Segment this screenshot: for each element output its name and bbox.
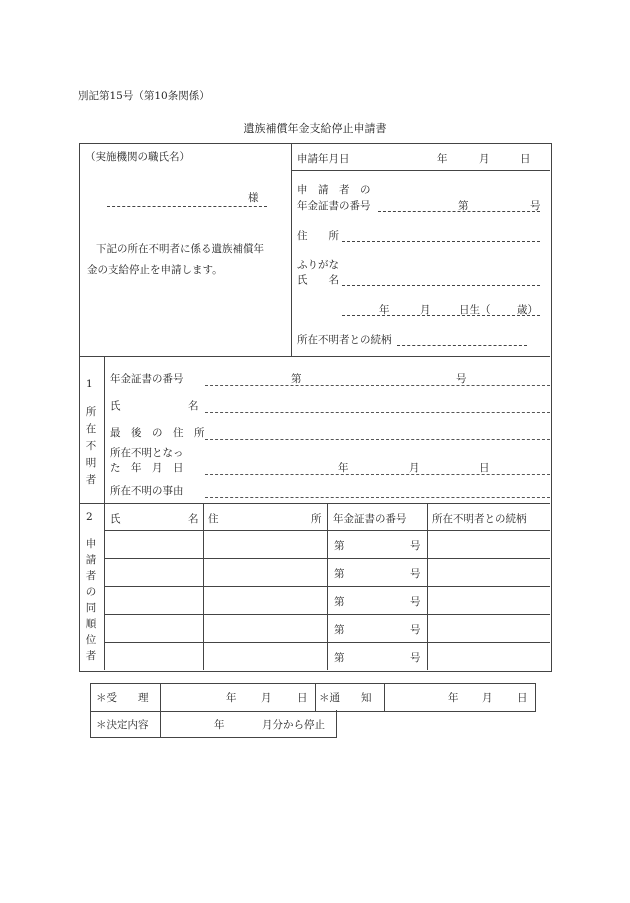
section2-char: 申 [85, 538, 97, 550]
row-cert-go: 号 [410, 540, 421, 552]
application-day: 日 [520, 153, 531, 165]
missing-reason-line [205, 497, 550, 498]
row-cert-go: 号 [410, 624, 421, 636]
section2-row-border [104, 642, 550, 643]
col-header-relation: 所在不明者との続柄 [432, 513, 527, 525]
furigana-label: ふりがな [297, 259, 339, 271]
application-year: 年 [437, 153, 448, 165]
section1-char: 不 [85, 440, 97, 452]
applicant-label-line1: 申 請 者 の [297, 184, 371, 196]
notice-year: 年 [448, 692, 459, 704]
request-text-line1: 下記の所在不明者に係る遺族補償年 [96, 243, 264, 255]
applicant-address-line [342, 241, 540, 242]
receipt-notice-box [90, 683, 536, 712]
relation-label: 所在不明者との続柄 [297, 334, 392, 346]
section2-row-border [104, 614, 550, 615]
missing-cert-go: 号 [456, 373, 467, 385]
section2-row-border [104, 586, 550, 587]
official-name-line [107, 206, 267, 207]
row-cert-go: 号 [410, 652, 421, 664]
applicant-cert-go: 号 [530, 200, 541, 212]
receipt-label: ＊受 理 [96, 692, 149, 704]
section2-vertical-label [84, 536, 98, 664]
missing-date-year: 年 [338, 462, 349, 474]
row-cert-dai: 第 [334, 596, 345, 608]
birth-day: 日生（ [459, 304, 491, 316]
section2-char: 位 [85, 634, 97, 646]
decision-year: 年 [214, 719, 225, 731]
row-cert-dai: 第 [334, 568, 345, 580]
missing-name-label-right: 名 [188, 400, 199, 412]
form-number: 別記第15号（第10条関係） [78, 90, 210, 102]
missing-cert-dai: 第 [291, 373, 302, 385]
col-header-name-right: 名 [188, 513, 199, 525]
row-cert-dai: 第 [334, 624, 345, 636]
receipt-notice-divider [315, 683, 316, 711]
application-date-label: 申請年月日 [297, 153, 350, 165]
applicant-address-label: 住 所 [297, 230, 339, 242]
receipt-month: 月 [261, 692, 272, 704]
missing-name-line [205, 412, 550, 413]
row-cert-dai: 第 [334, 540, 345, 552]
notice-month: 月 [482, 692, 493, 704]
section2-char: 同 [85, 602, 97, 614]
section1-char: 者 [85, 474, 97, 486]
notice-label-divider [384, 683, 385, 711]
birth-year: 年 [379, 304, 390, 316]
row-cert-go: 号 [410, 568, 421, 580]
official-label: （実施機関の職氏名） [85, 151, 190, 163]
relation-line [397, 345, 527, 346]
row-cert-go: 号 [410, 596, 421, 608]
decision-label-divider [160, 710, 161, 738]
applicant-name-label: 氏 名 [297, 274, 339, 286]
missing-reason-label: 所在不明の事由 [110, 485, 184, 497]
section2-char: 者 [85, 570, 97, 582]
top-section-divider [291, 143, 292, 356]
section2-number: 2 [86, 511, 93, 523]
section1-top-border [79, 356, 550, 357]
main-form-table [79, 143, 552, 672]
section2-char: の [85, 586, 97, 598]
missing-date-label-line1: 所在不明となっ [110, 447, 184, 459]
applicant-cert-dai: 第 [458, 200, 469, 212]
birth-date-line [342, 315, 540, 316]
missing-name-label-left: 氏 [110, 400, 121, 412]
section2-char: 請 [85, 554, 97, 566]
sama-label: 様 [248, 192, 259, 204]
col-header-address-right: 所 [311, 513, 322, 525]
col-header-cert: 年金証書の番号 [333, 513, 407, 525]
receipt-label-divider [160, 683, 161, 711]
section2-top-border [79, 503, 550, 504]
receipt-year: 年 [226, 692, 237, 704]
last-address-label: 最 後 の 住 所 [110, 427, 205, 439]
section1-char: 明 [85, 457, 97, 469]
missing-date-month: 月 [409, 462, 420, 474]
section2-header-border [104, 530, 550, 531]
form-title: 遺族補償年金支給停止申請書 [243, 122, 387, 135]
missing-date-label-line2: た 年 月 日 [110, 462, 184, 474]
birth-age: 歳） [517, 304, 538, 316]
section1-vertical-label [84, 404, 98, 489]
missing-date-day: 日 [479, 462, 490, 474]
birth-month: 月 [420, 304, 431, 316]
section2-row-border [104, 558, 550, 559]
decision-month-stop: 月分から停止 [262, 719, 325, 731]
section1-label-divider [104, 356, 105, 503]
missing-cert-line [205, 385, 550, 386]
missing-date-line [205, 474, 550, 475]
applicant-name-line [342, 285, 540, 286]
row-cert-dai: 第 [334, 652, 345, 664]
section2-char: 順 [85, 618, 97, 630]
receipt-day: 日 [297, 692, 308, 704]
date-row-divider [291, 170, 550, 171]
missing-cert-label: 年金証書の番号 [110, 373, 184, 385]
section2-char: 者 [85, 650, 97, 662]
col-header-address-left: 住 [208, 513, 219, 525]
section1-number: 1 [86, 378, 93, 390]
decision-label: ＊決定内容 [96, 719, 149, 731]
applicant-label-line2: 年金証書の番号 [297, 200, 371, 212]
section1-char: 在 [85, 423, 97, 435]
request-text-line2: 金の支給停止を申請します。 [87, 264, 223, 276]
notice-label: ＊通 知 [319, 692, 372, 704]
application-month: 月 [479, 153, 490, 165]
section1-char: 所 [85, 406, 97, 418]
notice-day: 日 [517, 692, 528, 704]
last-address-line [205, 439, 550, 440]
col-header-name-left: 氏 [110, 513, 121, 525]
